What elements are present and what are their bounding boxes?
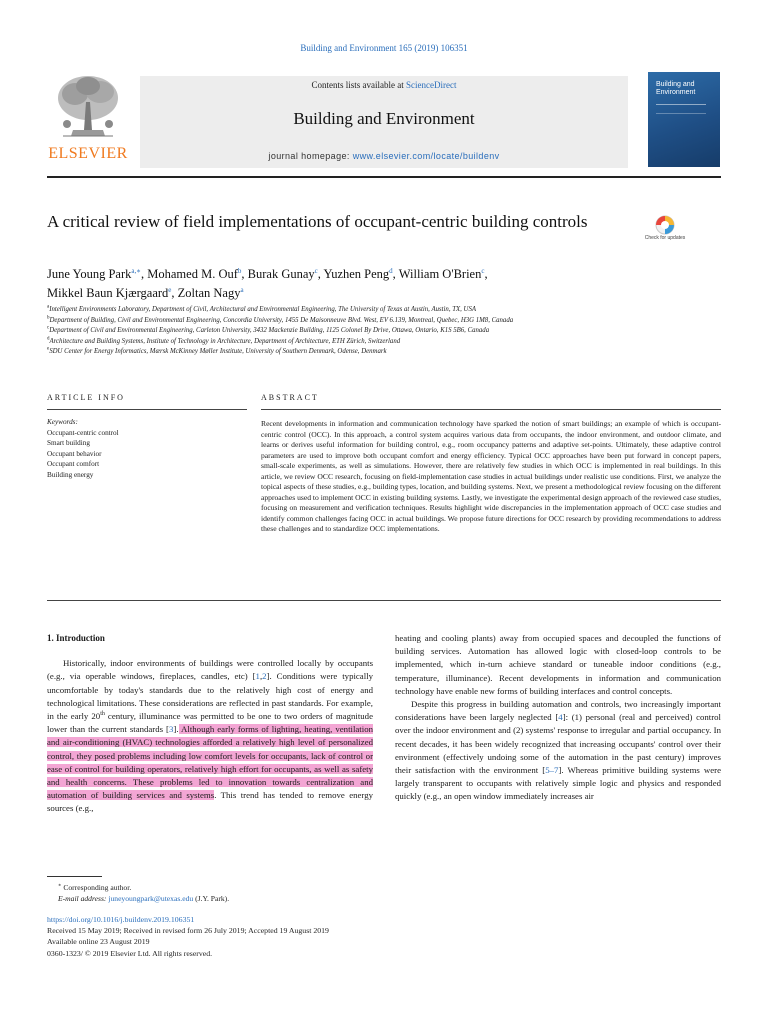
affiliation-item (47, 337, 721, 348)
affiliation-key: e (47, 346, 50, 352)
affiliation-text: Architecture and Building Systems, Institute of Technology in Architecture, Department of Architecture, ETH Zürich, Switzerland (49, 337, 401, 345)
text-run: ]. (173, 724, 179, 735)
copyright: 0360-1323/ © 2019 Elsevier Ltd. All rights reserved. (47, 948, 213, 958)
doi-link[interactable]: https://doi.org/10.1016/j.buildenv.2019.106351 (47, 915, 195, 924)
email-suffix: (J.Y. Park). (195, 894, 230, 903)
contents-prefix: Contents lists available at (311, 80, 404, 90)
corresponding-author-line (58, 882, 458, 893)
author-name[interactable]: Mikkel Baun Kjærgaard (47, 286, 169, 300)
sciencedirect-link[interactable]: ScienceDirect (406, 80, 457, 90)
paragraph (47, 657, 373, 815)
author-separator: , (171, 286, 178, 300)
reference-link[interactable]: 3 (168, 724, 174, 735)
text-run: Historically, indoor environments of buildings were controlled locally by occupants (e.g., via operable windows, fireplaces, candles, etc) [ (47, 658, 373, 682)
author-affiliation-mark[interactable]: c (481, 266, 485, 275)
text-run: Despite this progress in building automation and controls, two increasingly important considerations have been largely neglected [ (395, 699, 721, 723)
reference-link[interactable]: 1 (255, 671, 260, 682)
section-title-introduction: 1. Introduction (47, 633, 105, 643)
contents-line (140, 80, 628, 90)
author-name[interactable]: Yuzhen Peng (323, 267, 390, 281)
keywords-block (47, 417, 247, 480)
affiliation-text: Department of Building, Civil and Environmental Engineering, Concordia University, 1455 De Maisonneuve Blvd. West, EV 6.139, Montreal, Quebec, H3G 1M8, Canada (49, 316, 514, 324)
reference-link[interactable]: 5–7 (545, 765, 559, 776)
check-for-updates-label: Check for updates (644, 235, 686, 241)
author-separator: , (241, 267, 248, 281)
author-affiliation-mark[interactable]: a,∗ (131, 266, 142, 275)
keyword-item: Occupant comfort (47, 460, 100, 468)
author-separator: , (141, 267, 148, 281)
journal-masthead (140, 76, 628, 168)
affiliation-text: Intelligent Environments Laboratory, Department of Civil, Architectural and Environmental Engineering, The University of Texas at Austin, Austin, TX, USA (49, 306, 477, 313)
keyword-item: Occupant behavior (47, 449, 102, 458)
author-affiliation-mark[interactable]: c (314, 266, 318, 275)
affiliation-item (47, 347, 721, 358)
journal-title: Building and Environment (293, 109, 475, 128)
check-for-updates-icon[interactable] (644, 212, 686, 254)
affiliation-item (47, 326, 721, 337)
affiliation-text: Department of Civil and Environmental Engineering, Carleton University, 3432 Mackenzie Building, 1125 Colonel By Drive, Ottawa, Ontario, K1S 5B6, Canada (49, 327, 490, 334)
footnote-divider (47, 876, 102, 877)
text-run: . This trend has tended to remove energy sources (e.g., (47, 790, 373, 814)
author-affiliation-mark[interactable]: a (240, 285, 244, 294)
affiliation-key: b (47, 315, 50, 321)
body-column-left (47, 632, 373, 816)
journal-cover-thumbnail[interactable] (648, 72, 720, 167)
affiliation-key: c (47, 325, 50, 331)
author-separator: , (317, 267, 324, 281)
email-label: E-mail address: (58, 894, 107, 903)
author-affiliation-mark[interactable]: b (237, 266, 242, 275)
elsevier-logo (47, 72, 129, 164)
corresponding-author-label: Corresponding author. (63, 883, 132, 892)
keyword-item: Occupant-centric control (47, 428, 119, 437)
keywords-label: Keywords: (47, 418, 78, 426)
author-name[interactable]: William O'Brien (398, 267, 482, 281)
affiliation-text: SDU Center for Energy Informatics, Mærsk McKinney Møller Institute, University of Southern Denmark, Odense, Denmark (49, 348, 387, 355)
paragraph: heating and cooling plants) away from occupied spaces and decoupled the functions of building services. Automation has allowed logic with closed-loop controls to be implemented, which in-turn achieve standard or tuneable indoor conditions (e.g., temperature, illuminance). Recent developments in information and communication technology have enable new forms of building interfaces and control concepts. (395, 633, 721, 696)
footnote-mark: ∗ (58, 883, 62, 889)
author-affiliation-mark[interactable]: d (389, 266, 393, 275)
cover-title: Building and Environment (656, 81, 696, 96)
author-name[interactable]: Mohamed M. Ouf (147, 267, 238, 281)
abstract-text: Recent developments in information and communication technology have sparked the notion of smart buildings; an example of which is occupant-centric control (OCC). In this approach, a control system acquires various data from occupants, the indoor environment, and outdoor climate, and learns or derives useful information for building control, e.g., room occupancy patterns and adaptive set-points. Ultimately, these adaptive control parameters are used to improve both occupant comfort and energy efficiency. Typical OCC approaches have been put forward in concept papers, small-scale experiments, as well as simulations. However, there are relatively few studies in which OCC is implemented in real buildings. In this article, we review OCC research, focusing on field-implementation case studies in actual buildings under realistic use conditions. First, we analyze the topical aspects of these studies, e.g., building types, location, and building systems. Next, we present a methodological review focusing on the different approaches used to implement OCC in existing building systems. Lastly, we investigate the experimental design approach of the reviewed case studies, focusing on measurement and verification techniques. Results highlight wide discrepancies in the implementation approach of OCC case studies and identify common challenges facing OCC in actual buildings. We propose future directions for OCC research by providing recommendations to address these challenges and to standardize OCC implementations. (261, 419, 721, 533)
text-run: ]. Whereas primitive building systems were largely transparent to occupants with relatively simple logic and physics and responded quickly (e.g., an open window immediately increases air (395, 765, 721, 802)
header-divider (47, 176, 721, 178)
article-title: A critical review of field implementations of occupant-centric building controls (47, 212, 588, 231)
text-run: ]: (1) personal (real and perceived) control over the indoor environment and (2) systems' response to irregular and partial occupancy. In recent decades, it has been widely recognized that increasing occupants' control over their environment (effectively undoing some of the automation in the past century) improves their satisfaction with the environment [ (395, 712, 721, 776)
author-separator: , (392, 267, 399, 281)
author-separator: , (484, 267, 488, 281)
affiliation-item (47, 305, 721, 316)
abstract-heading: ABSTRACT (261, 393, 319, 402)
author-name[interactable]: Zoltan Nagy (177, 286, 241, 300)
text-run: , (259, 671, 263, 682)
reference-link[interactable]: 2 (262, 671, 267, 682)
author-name[interactable]: June Young Park (47, 267, 132, 281)
available-online: Available online 23 August 2019 (47, 937, 150, 947)
journal-citation-link[interactable]: Building and Environment 165 (2019) 106351 (300, 43, 468, 53)
reference-link[interactable]: 4 (558, 712, 563, 723)
homepage-line (140, 151, 628, 161)
elsevier-wordmark: ELSEVIER (48, 145, 128, 162)
article-info-heading: ARTICLE INFO (47, 393, 125, 402)
homepage-prefix: journal homepage: (268, 151, 350, 161)
email-line (58, 893, 458, 904)
keyword-item: Building energy (47, 470, 94, 479)
body-column-right (395, 632, 721, 804)
author-affiliation-mark[interactable]: e (168, 285, 172, 294)
publication-info (47, 914, 547, 959)
affiliation-key: a (47, 304, 50, 310)
corresponding-footnote (58, 882, 458, 904)
cover-decoration (656, 104, 706, 114)
affiliation-key: d (47, 336, 50, 342)
author-list (47, 265, 687, 303)
superscript: th (100, 711, 105, 718)
keyword-item: Smart building (47, 439, 90, 447)
elsevier-tree-icon (53, 72, 123, 142)
received-dates: Received 15 May 2019; Received in revised form 26 July 2019; Accepted 19 August 2019 (47, 926, 329, 936)
affiliation-item (47, 316, 721, 327)
email-link[interactable]: juneyoungpark@utexas.edu (108, 894, 194, 903)
text-run: century, illuminance was permitted to be one to two orders of magnitude lower than the current standards [ (47, 711, 373, 735)
paragraph (395, 698, 721, 804)
affiliation-list (47, 305, 721, 358)
highlighted-text[interactable]: Although early forms of lighting, heating, ventilation and air-conditioning (HVAC) technologies afforded a relatively high level of personalized control, they posed problems including low comfort levels for occupants, lack of control or ease of control for building operators, relatively high effort for occupants, as well as safety and health concerns. These problems led to innovation towards centralization and automation of building services and systems (47, 724, 373, 801)
article-info-divider (47, 409, 247, 410)
text-run: ]. Conditions were typically uncomfortable by today's standards due to the relatively high cost of energy and technological limitations. These considerations are reflected in past standards. For example, in the early 20 (47, 671, 374, 722)
author-name[interactable]: Burak Gunay (247, 267, 315, 281)
abstract-divider (261, 409, 721, 410)
homepage-link[interactable]: www.elsevier.com/locate/buildenv (352, 151, 500, 161)
abstract-bottom-divider (47, 600, 721, 601)
